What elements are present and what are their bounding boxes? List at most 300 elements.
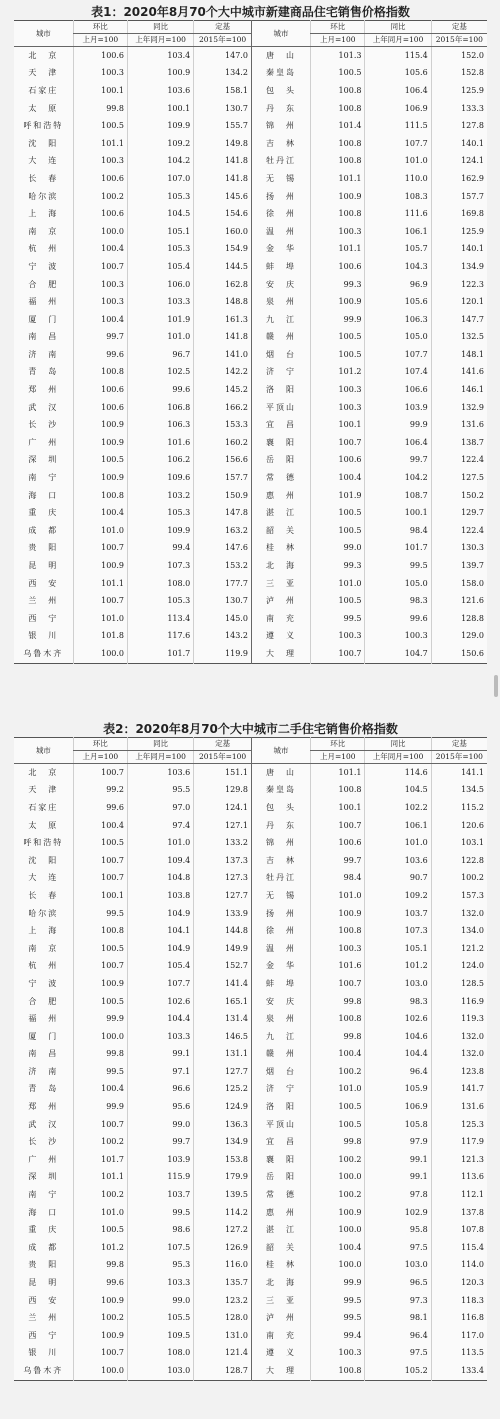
cell-mom: 100.4 — [73, 817, 127, 835]
cell-mom: 100.8 — [73, 922, 127, 940]
table-row — [14, 469, 487, 487]
cell-city: 哈尔滨 — [28, 908, 59, 918]
cell-yoy: 109.2 — [365, 887, 431, 905]
cell-city: 徐 州 — [251, 205, 310, 223]
cell-mom: 101.0 — [73, 1204, 127, 1222]
cell-city: 唐 山 — [251, 764, 310, 782]
cell-yoy: 108.3 — [365, 188, 431, 206]
header-city: 城市 — [251, 738, 310, 764]
cell-city: 唐 山 — [251, 47, 310, 65]
cell-city: 北 海 — [251, 1274, 310, 1292]
cell-yoy: 97.8 — [365, 1186, 431, 1204]
cell-city: 大 连 — [28, 873, 59, 883]
cell-city: 深 圳 — [28, 1172, 59, 1182]
cell-yoy: 102.5 — [128, 364, 194, 382]
cell-mom: 100.7 — [73, 958, 127, 976]
cell-mom: 99.8 — [73, 100, 127, 118]
cell-mom: 99.3 — [311, 557, 365, 575]
cell-yoy: 101.7 — [128, 645, 194, 663]
cell-base: 147.8 — [194, 504, 252, 522]
cell-base: 131.6 — [431, 416, 487, 434]
cell-base: 114.2 — [194, 1204, 252, 1222]
cell-city: 贵 阳 — [28, 543, 59, 553]
header-yoy: 同比 — [365, 738, 431, 751]
cell-yoy: 90.7 — [365, 870, 431, 888]
cell-mom: 100.7 — [311, 975, 365, 993]
cell-base: 117.9 — [431, 1133, 487, 1151]
cell-base: 134.2 — [194, 65, 252, 83]
cell-mom: 100.6 — [73, 170, 127, 188]
header-base: 定基 — [431, 21, 487, 34]
table-row — [14, 1221, 487, 1239]
cell-yoy: 99.7 — [365, 452, 431, 470]
header-mom-sub: 上月=100 — [311, 751, 365, 764]
cell-yoy: 99.1 — [365, 1169, 431, 1187]
cell-yoy: 106.2 — [128, 452, 194, 470]
table-row — [14, 1257, 487, 1275]
cell-mom: 100.3 — [311, 940, 365, 958]
scrollbar-thumb[interactable] — [494, 675, 498, 697]
cell-city: 济 宁 — [251, 1081, 310, 1099]
cell-base: 122.4 — [431, 522, 487, 540]
cell-yoy: 111.5 — [365, 117, 431, 135]
cell-base: 120.3 — [431, 1274, 487, 1292]
cell-base: 122.3 — [431, 276, 487, 294]
cell-city: 西 宁 — [28, 1330, 59, 1340]
cell-yoy: 101.0 — [365, 834, 431, 852]
table-row — [14, 940, 487, 958]
cell-mom: 100.8 — [311, 1362, 365, 1380]
cell-city: 无 锡 — [251, 887, 310, 905]
cell-mom: 101.6 — [311, 958, 365, 976]
cell-yoy: 106.4 — [365, 82, 431, 100]
cell-mom: 100.9 — [311, 188, 365, 206]
table-row — [14, 276, 487, 294]
cell-city: 北 海 — [251, 557, 310, 575]
cell-city: 武 汉 — [28, 402, 59, 412]
cell-base: 127.5 — [431, 469, 487, 487]
cell-mom: 100.5 — [73, 452, 127, 470]
table-row — [14, 135, 487, 153]
cell-yoy: 107.5 — [128, 1239, 194, 1257]
cell-city: 九 江 — [251, 311, 310, 329]
cell-base: 113.6 — [431, 1169, 487, 1187]
cell-yoy: 109.4 — [128, 852, 194, 870]
cell-yoy: 96.6 — [128, 1081, 194, 1099]
cell-mom: 100.4 — [73, 241, 127, 259]
cell-base: 128.8 — [431, 610, 487, 628]
cell-base: 158.1 — [194, 82, 252, 100]
cell-mom: 99.8 — [311, 1133, 365, 1151]
cell-base: 118.3 — [431, 1292, 487, 1310]
cell-base: 121.2 — [431, 940, 487, 958]
cell-base: 162.8 — [194, 276, 252, 294]
cell-city: 武 汉 — [28, 1119, 59, 1129]
cell-base: 129.8 — [194, 782, 252, 800]
cell-yoy: 103.9 — [365, 399, 431, 417]
table-row — [14, 557, 487, 575]
cell-base: 135.7 — [194, 1274, 252, 1292]
cell-base: 142.2 — [194, 364, 252, 382]
table-row — [14, 399, 487, 417]
cell-city: 金 华 — [251, 958, 310, 976]
table-row — [14, 329, 487, 347]
cell-base: 141.7 — [431, 1081, 487, 1099]
cell-yoy: 96.4 — [365, 1063, 431, 1081]
cell-base: 127.1 — [194, 817, 252, 835]
cell-base: 153.3 — [194, 416, 252, 434]
cell-base: 123.2 — [194, 1292, 252, 1310]
cell-base: 150.9 — [194, 487, 252, 505]
cell-city: 宜 昌 — [251, 416, 310, 434]
cell-city: 秦皇岛 — [251, 782, 310, 800]
cell-mom: 101.7 — [73, 1151, 127, 1169]
cell-base: 145.6 — [194, 188, 252, 206]
cell-mom: 100.8 — [73, 487, 127, 505]
header-mom: 环比 — [73, 738, 127, 751]
cell-city: 青 岛 — [28, 1084, 59, 1094]
cell-city: 呼和浩特 — [23, 838, 64, 848]
header-base-sub: 2015年=100 — [194, 34, 252, 47]
header-city: 城市 — [14, 21, 73, 47]
table-row — [14, 487, 487, 505]
cell-city: 平顶山 — [251, 1116, 310, 1134]
cell-yoy: 105.6 — [365, 293, 431, 311]
table-row — [14, 364, 487, 382]
cell-yoy: 97.0 — [128, 799, 194, 817]
cell-mom: 101.1 — [73, 135, 127, 153]
cell-yoy: 99.1 — [365, 1151, 431, 1169]
cell-yoy: 99.5 — [365, 557, 431, 575]
cell-city: 重 庆 — [28, 508, 59, 518]
cell-yoy: 100.9 — [128, 65, 194, 83]
cell-mom: 100.7 — [73, 258, 127, 276]
table-row — [14, 82, 487, 100]
cell-base: 128.7 — [194, 1362, 252, 1380]
cell-mom: 100.5 — [311, 504, 365, 522]
table-row — [14, 817, 487, 835]
cell-city: 沈 阳 — [28, 138, 59, 148]
cell-base: 124.0 — [431, 958, 487, 976]
cell-mom: 100.5 — [311, 522, 365, 540]
cell-base: 120.1 — [431, 293, 487, 311]
cell-mom: 99.5 — [73, 1063, 127, 1081]
cell-mom: 101.0 — [311, 1081, 365, 1099]
cell-mom: 100.9 — [311, 293, 365, 311]
cell-base: 134.0 — [431, 922, 487, 940]
cell-base: 134.5 — [431, 782, 487, 800]
cell-mom: 100.7 — [311, 645, 365, 663]
cell-yoy: 106.1 — [365, 223, 431, 241]
cell-base: 120.6 — [431, 817, 487, 835]
cell-mom: 100.7 — [73, 870, 127, 888]
cell-base: 177.7 — [194, 575, 252, 593]
table-row — [14, 1274, 487, 1292]
cell-mom: 100.2 — [73, 1309, 127, 1327]
cell-yoy: 101.0 — [128, 834, 194, 852]
cell-base: 152.0 — [431, 47, 487, 65]
cell-base: 141.6 — [431, 364, 487, 382]
cell-mom: 99.9 — [311, 311, 365, 329]
cell-yoy: 99.0 — [128, 1292, 194, 1310]
cell-city: 泉 州 — [251, 1010, 310, 1028]
cell-city: 吉 林 — [251, 852, 310, 870]
cell-city: 岳 阳 — [251, 452, 310, 470]
table-row — [14, 782, 487, 800]
cell-city: 包 头 — [251, 82, 310, 100]
cell-city: 南 京 — [28, 943, 59, 953]
table-row — [14, 975, 487, 993]
cell-base: 137.8 — [431, 1204, 487, 1222]
cell-mom: 100.3 — [73, 293, 127, 311]
header-mom-sub: 上月=100 — [311, 34, 365, 47]
cell-base: 116.8 — [431, 1309, 487, 1327]
cell-city: 上 海 — [28, 926, 59, 936]
cell-yoy: 104.1 — [128, 922, 194, 940]
cell-city: 哈尔滨 — [28, 191, 59, 201]
cell-yoy: 100.1 — [128, 100, 194, 118]
cell-yoy: 105.3 — [128, 241, 194, 259]
cell-base: 144.5 — [194, 258, 252, 276]
cell-city: 惠 州 — [251, 1204, 310, 1222]
cell-base: 134.9 — [194, 1133, 252, 1151]
cell-mom: 100.8 — [73, 364, 127, 382]
cell-yoy: 103.3 — [128, 1028, 194, 1046]
cell-base: 165.1 — [194, 993, 252, 1011]
cell-mom: 99.5 — [73, 905, 127, 923]
cell-city: 西 宁 — [28, 613, 59, 623]
cell-yoy: 107.0 — [128, 170, 194, 188]
cell-mom: 100.8 — [311, 922, 365, 940]
cell-city: 桂 林 — [251, 540, 310, 558]
table-row — [14, 799, 487, 817]
cell-city: 广 州 — [28, 1154, 59, 1164]
cell-city: 北 京 — [28, 50, 59, 60]
cell-city: 长 沙 — [28, 1137, 59, 1147]
cell-mom: 100.7 — [73, 764, 127, 782]
cell-city: 温 州 — [251, 223, 310, 241]
cell-base: 157.7 — [431, 188, 487, 206]
cell-yoy: 98.3 — [365, 993, 431, 1011]
cell-mom: 100.0 — [311, 1221, 365, 1239]
cell-yoy: 104.5 — [128, 205, 194, 223]
cell-mom: 101.1 — [73, 1169, 127, 1187]
cell-city: 天 津 — [28, 68, 59, 78]
cell-mom: 99.5 — [311, 1292, 365, 1310]
cell-base: 133.4 — [431, 1362, 487, 1380]
cell-base: 139.7 — [431, 557, 487, 575]
cell-yoy: 101.7 — [365, 540, 431, 558]
cell-mom: 100.5 — [73, 940, 127, 958]
table-row — [14, 1186, 487, 1204]
table-row — [14, 540, 487, 558]
cell-mom: 100.8 — [311, 782, 365, 800]
cell-base: 131.4 — [194, 1010, 252, 1028]
cell-mom: 100.1 — [73, 887, 127, 905]
cell-mom: 100.0 — [73, 223, 127, 241]
cell-mom: 100.3 — [311, 381, 365, 399]
cell-yoy: 101.0 — [128, 329, 194, 347]
cell-yoy: 103.6 — [128, 82, 194, 100]
cell-mom: 100.1 — [73, 82, 127, 100]
cell-base: 130.3 — [431, 540, 487, 558]
cell-base: 145.0 — [194, 610, 252, 628]
cell-base: 160.0 — [194, 223, 252, 241]
cell-yoy: 106.9 — [365, 100, 431, 118]
cell-mom: 100.7 — [73, 592, 127, 610]
cell-yoy: 105.0 — [365, 575, 431, 593]
cell-yoy: 109.2 — [128, 135, 194, 153]
cell-mom: 100.1 — [311, 799, 365, 817]
cell-base: 127.7 — [194, 887, 252, 905]
cell-mom: 100.3 — [73, 276, 127, 294]
table-row — [14, 1327, 487, 1345]
cell-yoy: 104.5 — [365, 782, 431, 800]
table-row — [14, 610, 487, 628]
cell-base: 125.9 — [431, 82, 487, 100]
table-row — [14, 1028, 487, 1046]
cell-yoy: 107.7 — [128, 975, 194, 993]
table-row — [14, 628, 487, 646]
cell-base: 155.7 — [194, 117, 252, 135]
cell-yoy: 100.3 — [365, 628, 431, 646]
cell-yoy: 105.7 — [365, 241, 431, 259]
cell-mom: 101.9 — [311, 487, 365, 505]
table-row — [14, 205, 487, 223]
cell-city: 南 宁 — [28, 1190, 59, 1200]
cell-base: 141.8 — [194, 170, 252, 188]
cell-city: 上 海 — [28, 209, 59, 219]
cell-base: 121.3 — [431, 1151, 487, 1169]
cell-yoy: 103.6 — [365, 852, 431, 870]
cell-city: 海 口 — [28, 490, 59, 500]
cell-base: 113.5 — [431, 1345, 487, 1363]
cell-city: 吉 林 — [251, 135, 310, 153]
cell-city: 南 昌 — [28, 1049, 59, 1059]
cell-mom: 100.4 — [73, 1081, 127, 1099]
cell-mom: 98.4 — [311, 870, 365, 888]
cell-city: 宁 波 — [28, 978, 59, 988]
cell-city: 合 肥 — [28, 279, 59, 289]
cell-city: 贵 阳 — [28, 1260, 59, 1270]
cell-city: 乌鲁木齐 — [23, 648, 64, 658]
cell-mom: 101.1 — [311, 170, 365, 188]
table-row — [14, 852, 487, 870]
cell-mom: 99.8 — [73, 1257, 127, 1275]
table-row — [14, 223, 487, 241]
cell-mom: 101.0 — [73, 610, 127, 628]
cell-city: 岳 阳 — [251, 1169, 310, 1187]
cell-city: 扬 州 — [251, 188, 310, 206]
cell-yoy: 114.6 — [365, 764, 431, 782]
cell-yoy: 106.3 — [128, 416, 194, 434]
cell-base: 107.8 — [431, 1221, 487, 1239]
cell-yoy: 95.8 — [365, 1221, 431, 1239]
cell-city: 深 圳 — [28, 455, 59, 465]
cell-yoy: 109.9 — [128, 117, 194, 135]
cell-base: 132.0 — [431, 1028, 487, 1046]
cell-yoy: 96.4 — [365, 1327, 431, 1345]
cell-base: 103.1 — [431, 834, 487, 852]
cell-mom: 100.5 — [311, 1116, 365, 1134]
cell-base: 144.8 — [194, 922, 252, 940]
cell-mom: 100.9 — [73, 1327, 127, 1345]
cell-mom: 100.2 — [73, 1133, 127, 1151]
cell-base: 126.9 — [194, 1239, 252, 1257]
cell-mom: 101.8 — [73, 628, 127, 646]
cell-yoy: 96.7 — [128, 346, 194, 364]
cell-city: 大 连 — [28, 156, 59, 166]
cell-city: 湛 江 — [251, 504, 310, 522]
cell-city: 西 安 — [28, 578, 59, 588]
table-row — [14, 1010, 487, 1028]
cell-base: 128.0 — [194, 1309, 252, 1327]
cell-city: 韶 关 — [251, 522, 310, 540]
cell-yoy: 104.9 — [128, 940, 194, 958]
cell-base: 141.4 — [194, 975, 252, 993]
table-row — [14, 834, 487, 852]
cell-city: 兰 州 — [28, 1313, 59, 1323]
cell-mom: 100.3 — [73, 65, 127, 83]
cell-mom: 99.6 — [73, 799, 127, 817]
cell-base: 129.0 — [431, 628, 487, 646]
cell-mom: 100.9 — [73, 557, 127, 575]
table-row — [14, 993, 487, 1011]
cell-yoy: 99.9 — [365, 416, 431, 434]
cell-yoy: 96.9 — [365, 276, 431, 294]
header-base: 定基 — [431, 738, 487, 751]
cell-base: 137.3 — [194, 852, 252, 870]
cell-city: 银 川 — [28, 1348, 59, 1358]
cell-mom: 101.1 — [311, 241, 365, 259]
cell-mom: 100.6 — [73, 399, 127, 417]
cell-yoy: 99.7 — [128, 1133, 194, 1151]
cell-city: 锦 州 — [251, 117, 310, 135]
cell-city: 遵 义 — [251, 1345, 310, 1363]
cell-mom: 100.3 — [311, 223, 365, 241]
cell-yoy: 111.6 — [365, 205, 431, 223]
table-row — [14, 241, 487, 259]
cell-city: 合 肥 — [28, 996, 59, 1006]
cell-mom: 99.9 — [73, 1098, 127, 1116]
cell-mom: 100.3 — [311, 1345, 365, 1363]
table-row — [14, 117, 487, 135]
table-row — [14, 1098, 487, 1116]
cell-city: 太 原 — [28, 103, 59, 113]
cell-base: 130.7 — [194, 100, 252, 118]
cell-base: 136.3 — [194, 1116, 252, 1134]
cell-city: 石家庄 — [28, 85, 59, 95]
cell-mom: 101.0 — [311, 575, 365, 593]
cell-city: 福 州 — [28, 297, 59, 307]
cell-base: 149.8 — [194, 135, 252, 153]
cell-city: 金 华 — [251, 241, 310, 259]
cell-city: 广 州 — [28, 437, 59, 447]
cell-mom: 100.3 — [73, 153, 127, 171]
cell-base: 115.2 — [431, 799, 487, 817]
cell-base: 161.3 — [194, 311, 252, 329]
cell-mom: 100.5 — [73, 1221, 127, 1239]
cell-yoy: 109.5 — [128, 1327, 194, 1345]
cell-yoy: 103.4 — [128, 47, 194, 65]
cell-base: 146.5 — [194, 1028, 252, 1046]
table-row — [14, 311, 487, 329]
cell-base: 115.4 — [431, 1239, 487, 1257]
cell-city: 南 昌 — [28, 332, 59, 342]
cell-city: 宁 波 — [28, 261, 59, 271]
cell-yoy: 103.6 — [128, 764, 194, 782]
cell-mom: 100.8 — [311, 205, 365, 223]
